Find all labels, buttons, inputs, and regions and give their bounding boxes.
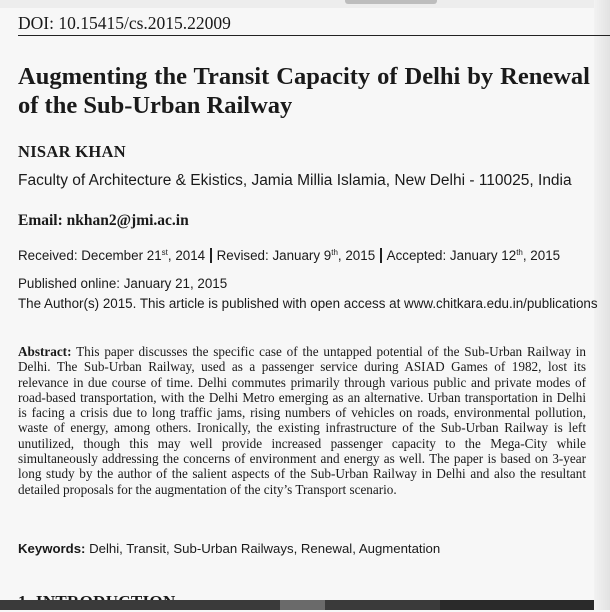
open-access-note: The Author(s) 2015. This article is published with open access at www.chitkara.edu.in/publications: [18, 296, 598, 311]
toolbar-panel[interactable]: [440, 600, 594, 610]
date-separator: [210, 248, 212, 263]
author-affiliation: Faculty of Architecture & Ekistics, Jamia Millia Islamia, New Delhi - 110025, India: [18, 172, 572, 189]
date-separator: [380, 248, 382, 263]
keywords-label: Keywords:: [18, 541, 86, 556]
abstract-label: Abstract:: [18, 344, 72, 359]
viewer-tab-handle[interactable]: [345, 0, 437, 4]
keywords-text: Delhi, Transit, Sub-Urban Railways, Renewal, Augmentation: [89, 541, 441, 556]
viewer-top-bar: [0, 0, 610, 8]
received-date: Received: December 21st, 2014: [18, 248, 206, 263]
abstract-text: This paper discusses the specific case of the untapped potential of the Sub-Urban Railway in Delhi. The Sub-Urban Railway, used as a passenger service during ASIAD Games of 1982, lost its relevance in due course of time. Delhi commutes primarily through various public and private modes of road-based transportation, with the Delhi Metro emerging as an alternative. Urban transportation in Delhi is facing a crisis due to long traffic jams, rising numbers of vehicles on roads, environmental pollution, waste of energy, among others. Ironically, the existing infrastructure of the Sub-Urban Railway is left unutilized, though this may well provide increased passenger capacity to the Mega-City while simultaneously addressing the concerns of environment and energy as well. The paper is based on 3-year long study by the author of the salient aspects of the Sub-Urban Railway in Delhi and also the resultant detailed proposals for the augmentation of the city’s Transport scenario.: [18, 344, 587, 497]
accepted-date: Accepted: January 12th, 2015: [386, 248, 561, 263]
keywords: [18, 541, 440, 556]
author-name: NISAR KHAN: [18, 142, 126, 161]
revised-date: Revised: January 9th, 2015: [216, 248, 376, 263]
abstract: [18, 344, 586, 497]
viewer-bottom-toolbar: [0, 600, 594, 610]
paper-title: Augmenting the Transit Capacity of Delhi by Renewal of the Sub-Urban Railway: [18, 63, 590, 119]
submission-dates: [18, 248, 560, 263]
author-email: Email: nkhan2@jmi.ac.in: [18, 212, 189, 229]
published-online: Published online: January 21, 2015: [18, 276, 228, 291]
doi-line: DOI: 10.15415/cs.2015.22009: [18, 12, 610, 36]
toolbar-button[interactable]: [280, 600, 325, 610]
